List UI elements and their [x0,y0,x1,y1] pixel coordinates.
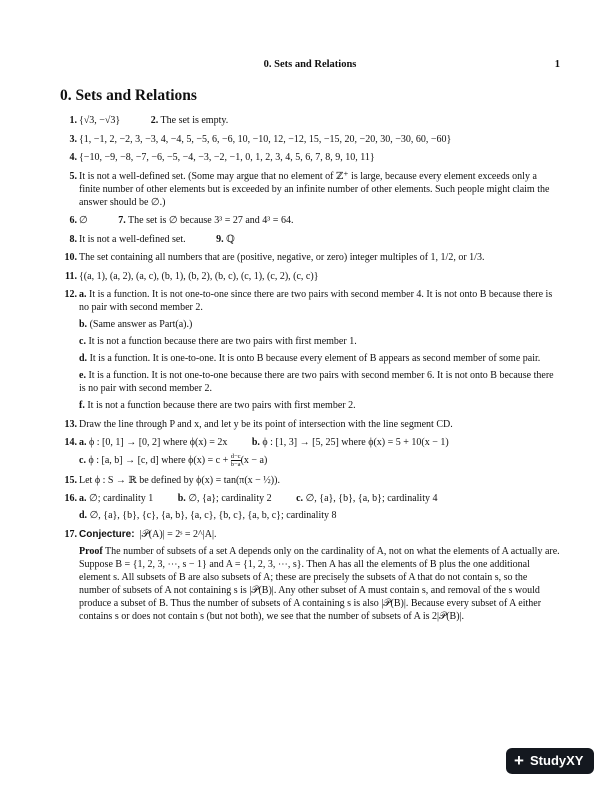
item-text: Let ϕ : S → ℝ be defined by ϕ(x) = tan(π(x − ½)). [79,474,280,486]
proof-text: The number of subsets of a set A depends only on the cardinality of A, not on what the elements of A actually are. Suppose B = {1, 2, 3, ⋯, s − 1} and A = {1, 2, 3, ⋯, s}. Then A has all the elements of B plus the one additional element s. All subsets of B are also subsets of A; these are precisely the subsets of A that do not contain s, so the number of subsets of A not containing s is |𝒫(B)|. Any other subset of A must contain s, and removal of the s would produce a subset of B. Thus the number of subsets of A containing s is also |𝒫(B)|. Because every subset of A either contains s or does not contain s (but not both), we see that the number of subsets of A is 2|𝒫(B)|. [79,545,560,622]
part-text: ϕ : [a, b] → [c, d] where ϕ(x) = c + [88,454,229,466]
sub-answer [79,369,560,395]
part-text: ϕ : [1, 3] → [5, 25] where ϕ(x) = 5 + 10(x − 1) [262,437,449,448]
section-title: 0. Sets and Relations [60,87,197,104]
part-text: ϕ : [0, 1] → [0, 2] where ϕ(x) = 2x [89,437,228,448]
answer-item [60,251,560,264]
sub-answer-row [79,492,560,505]
part-text: It is a function. It is not one-to-one because there are two pairs with second member 6. It is not onto B because there is no pair with second member 2. [79,370,554,394]
answer-item [60,114,560,127]
item-text: The set containing all numbers that are (positive, negative, or zero) integer multiples of 1, 1/2, or 1/3. [79,252,485,263]
item-number: 10. [64,252,77,263]
part-label: f. [79,400,85,411]
item-number: 5. [69,170,77,182]
page-number: 1 [554,59,560,70]
answer-item [60,270,560,283]
item-text: The set is ∅ because 3³ = 27 and 4³ = 64. [128,215,294,226]
answer-item [60,436,560,468]
sub-answer-row [79,509,560,522]
running-header [60,59,560,73]
part-label: d. [79,510,88,521]
item-number: 13. [64,418,77,430]
part-label: a. [79,437,87,448]
part-text: It is a function. It is one-to-one. It is onto B because every element of B appears as second member of some pair. [89,353,541,364]
plus-icon: + [514,751,524,770]
conjecture [79,528,560,541]
part-text: It is a function. It is not one-to-one since there are two pairs with second member 4. It is not onto B because there is no pair with second member 2. [79,289,553,313]
part-text: ∅, {a}; cardinality 2 [188,493,272,504]
answer-item [60,288,560,412]
proof-label: Proof [79,545,103,557]
part-text: ∅, {a}, {b}, {a, b}; cardinality 4 [305,493,438,504]
item-number: 6. [69,215,77,226]
item-number: 1. [69,115,77,126]
part-label: a. [79,493,87,504]
item-text: {√3, −√3} [79,115,121,126]
sub-answer [79,335,560,348]
item-number: 8. [69,233,77,245]
logo-text: StudyXY [530,753,584,768]
item-number: 16. [64,493,77,504]
item-number: 17. [64,528,77,540]
header-title: 0. Sets and Relations [263,59,357,70]
item-text: ∅ [79,215,88,226]
part-label: d. [79,353,88,364]
answer-item [60,474,560,487]
item-text: It is not a well-defined set. [79,233,186,245]
sub-answer [79,318,560,331]
sub-answer [79,352,560,365]
answer-item [60,151,560,164]
fraction-denominator: b−a [230,461,241,468]
sub-answer-row [79,453,560,468]
answer-item [60,418,560,431]
answer-item [60,528,560,623]
sub-answer [79,288,560,314]
answer-item [60,170,560,209]
item-text: {(a, 1), (a, 2), (a, c), (b, 1), (b, 2), (b, c), (c, 1), (c, 2), (c, c)} [79,270,319,282]
item-number: 14. [64,437,77,448]
answer-item [60,233,560,246]
part-label: c. [79,454,86,466]
item-number: 11. [65,270,77,282]
sub-answer-row [79,436,560,449]
part-label: c. [296,493,304,504]
conjecture-formula: |𝒫(A)| = 2ˢ = 2^|A|. [139,528,217,540]
studyxy-logo [506,748,594,774]
part-text: (x − a) [240,454,268,466]
item-number: 15. [64,474,77,486]
answer-item [60,133,560,146]
item-number: 3. [69,133,77,145]
sub-answer [79,399,560,412]
item-number: 12. [64,289,77,300]
item-text: The set is empty. [160,115,229,126]
answer-item [60,214,560,227]
proof-paragraph [79,545,560,623]
item-number: 2. [150,115,159,126]
part-text: It is not a function because there are two pairs with first member 2. [87,400,356,411]
item-text: {1, −1, 2, −2, 3, −3, 4, −4, 5, −5, 6, −6, 10, −10, 12, −12, 15, −15, 20, −20, 30, −30, 60, −60} [79,133,452,145]
item-number: 4. [69,152,77,163]
part-label: b. [79,319,88,330]
part-label: b. [177,493,186,504]
part-label: a. [79,289,87,300]
fraction [231,453,241,468]
part-text: ∅, {a}, {b}, {c}, {a, b}, {a, c}, {b, c}, {a, b, c}; cardinality 8 [89,510,337,521]
answer-item [60,492,560,522]
part-text: (Same answer as Part(a).) [89,319,193,330]
item-text: Draw the line through P and x, and let y be its point of intersection with the line segment CD. [79,418,453,430]
item-number: 7. [118,215,126,226]
part-text: ∅; cardinality 1 [89,493,154,504]
part-label: c. [79,336,86,347]
item-number: 9. [216,233,224,245]
part-label: e. [79,370,86,381]
conjecture-label: Conjecture: [79,528,135,540]
item-text: ℚ [226,233,235,245]
fraction-numerator: d−c [230,453,241,460]
item-text: It is not a well-defined set. (Some may argue that no element of ℤ⁺ is large, because every element exceeds only a finite number of other elements but is exceeded by an infinite number of other elements. Such people might claim the answer should be ∅.) [79,170,550,208]
item-text: {−10, −9, −8, −7, −6, −5, −4, −3, −2, −1, 0, 1, 2, 3, 4, 5, 6, 7, 8, 9, 10, 11} [79,152,375,163]
answers-list [60,114,560,628]
part-text: It is not a function because there are two pairs with first member 1. [88,336,357,347]
part-label: b. [251,437,260,448]
